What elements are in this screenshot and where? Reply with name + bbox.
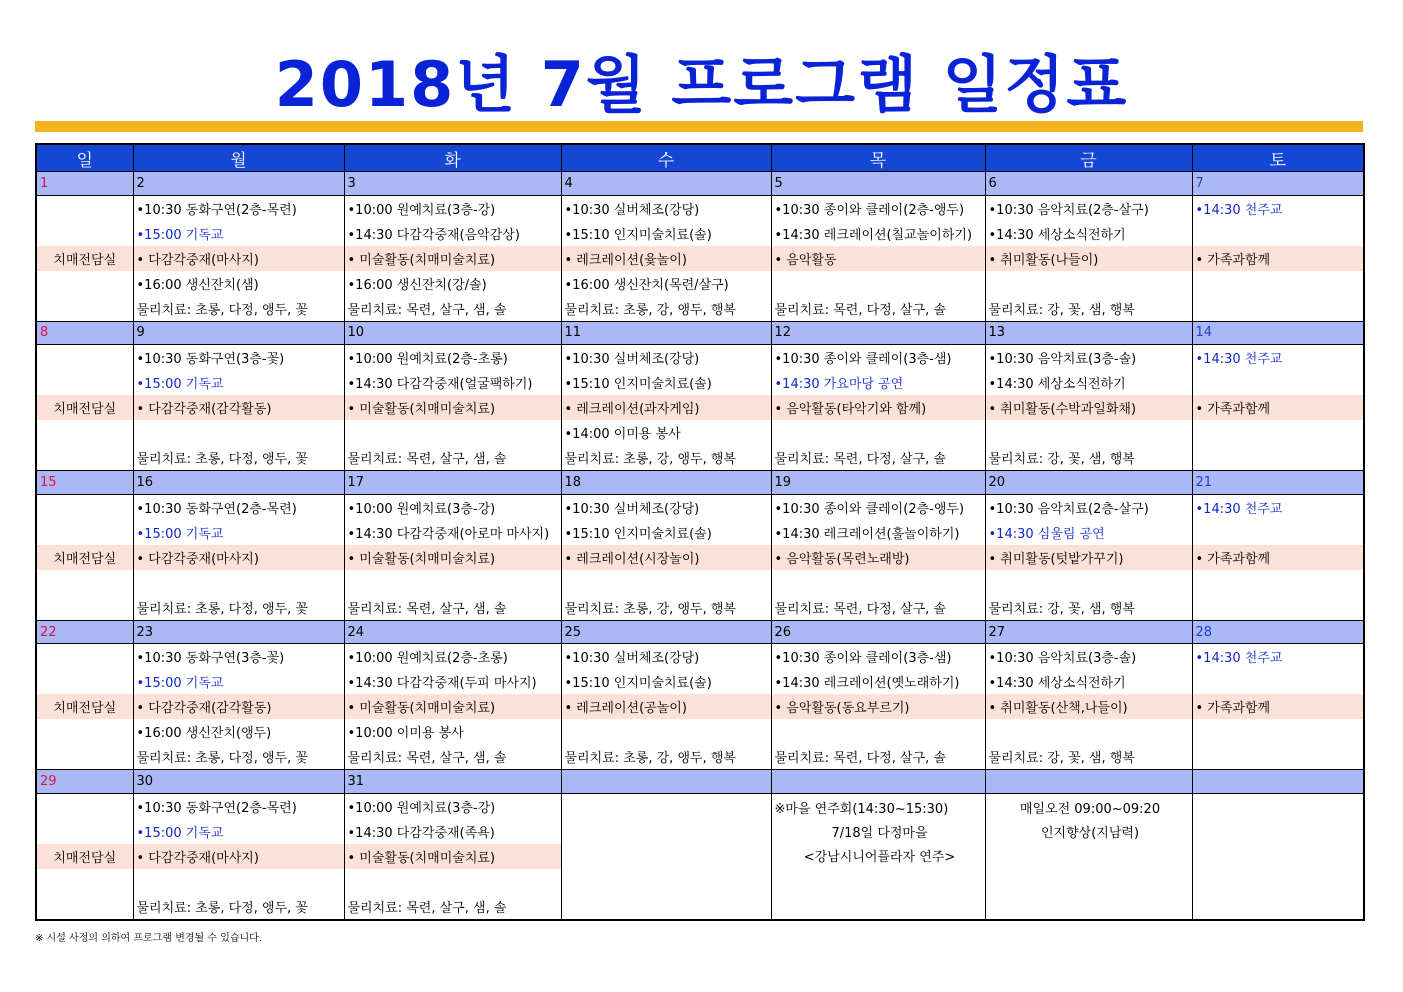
activity-cell: •15:10 인지미술치료(솔) bbox=[561, 221, 771, 246]
activity-row bbox=[36, 694, 1364, 719]
activity-row bbox=[36, 445, 1364, 470]
activity-cell: •10:30 음악치료(2층-살구) bbox=[985, 494, 1192, 519]
activity-cell bbox=[1192, 744, 1364, 769]
date-cell: 14 bbox=[1192, 321, 1364, 345]
side-label: 치매전담실 bbox=[36, 545, 133, 570]
sunday-cell bbox=[36, 744, 133, 769]
activity-cell bbox=[133, 869, 344, 894]
activity-cell: •16:00 생신잔치(샘) bbox=[133, 271, 344, 296]
activity-cell: • 가족과함께 bbox=[1192, 246, 1364, 271]
activity-cell: •14:30 레크레이션(옛노래하기) bbox=[771, 669, 985, 694]
activity-cell: •15:10 인지미술치료(솔) bbox=[561, 669, 771, 694]
date-cell: 29 bbox=[36, 770, 133, 794]
activity-cell: • 취미활동(나들이) bbox=[985, 246, 1192, 271]
day-header-thu: 목 bbox=[771, 144, 985, 172]
activity-cell bbox=[133, 420, 344, 445]
activity-cell: •10:30 동화구연(3층-꽃) bbox=[133, 644, 344, 669]
activity-cell bbox=[1192, 370, 1364, 395]
activity-cell: • 미술활동(치매미술치료) bbox=[344, 844, 561, 869]
date-cell: 4 bbox=[561, 172, 771, 196]
sunday-cell bbox=[36, 819, 133, 844]
day-header-sat: 토 bbox=[1192, 144, 1364, 172]
activity-cell: •10:00 원예치료(3층-강) bbox=[344, 494, 561, 519]
activity-cell: •14:30 레크레이션(칠교놀이하기) bbox=[771, 221, 985, 246]
date-cell: 16 bbox=[133, 471, 344, 495]
activity-cell: •15:00 기독교 bbox=[133, 819, 344, 844]
activity-cell: • 취미활동(수박과일화채) bbox=[985, 395, 1192, 420]
activity-cell bbox=[985, 420, 1192, 445]
activity-cell: • 다감각중재(마사지) bbox=[133, 246, 344, 271]
activity-cell: • 음악활동(타악기와 함께) bbox=[771, 395, 985, 420]
activity-cell: •14:30 천주교 bbox=[1192, 494, 1364, 519]
activity-row bbox=[36, 221, 1364, 246]
activity-cell: •10:30 동화구연(2층-목련) bbox=[133, 794, 344, 819]
activity-cell: •10:00 원예치료(2층-초롱) bbox=[344, 345, 561, 370]
activity-row bbox=[36, 370, 1364, 395]
date-cell: 10 bbox=[344, 321, 561, 345]
date-cell: 13 bbox=[985, 321, 1192, 345]
activity-cell: •14:30 천주교 bbox=[1192, 644, 1364, 669]
date-cell: 8 bbox=[36, 321, 133, 345]
activity-cell: •10:30 동화구연(2층-목련) bbox=[133, 494, 344, 519]
activity-cell: • 레크레이션(공놀이) bbox=[561, 694, 771, 719]
activity-cell: •10:30 음악치료(3층-솔) bbox=[985, 345, 1192, 370]
week-date-row bbox=[36, 620, 1364, 644]
activity-cell: •14:30 다감각중재(아로마 마사지) bbox=[344, 520, 561, 545]
date-cell: 26 bbox=[771, 620, 985, 644]
activity-cell: • 미술활동(치매미술치료) bbox=[344, 246, 561, 271]
activity-cell bbox=[771, 420, 985, 445]
activity-cell: • 다감각중재(마사지) bbox=[133, 844, 344, 869]
activity-cell: •14:30 다감각중재(두피 마사지) bbox=[344, 669, 561, 694]
activity-cell: •10:30 실버체조(강당) bbox=[561, 494, 771, 519]
activity-cell bbox=[985, 719, 1192, 744]
activity-cell bbox=[344, 420, 561, 445]
sunday-cell bbox=[36, 794, 133, 819]
activity-row bbox=[36, 296, 1364, 321]
activity-row bbox=[36, 744, 1364, 769]
activity-cell bbox=[1192, 296, 1364, 321]
activity-cell: 물리치료: 초롱, 강, 앵두, 행복 bbox=[561, 296, 771, 321]
activity-cell: • 음악활동(동요부르기) bbox=[771, 694, 985, 719]
activity-cell bbox=[985, 570, 1192, 595]
day-header-sun: 일 bbox=[36, 144, 133, 172]
activity-cell: • 미술활동(치매미술치료) bbox=[344, 395, 561, 420]
daily-note bbox=[985, 794, 1192, 920]
activity-cell: •15:00 기독교 bbox=[133, 370, 344, 395]
sunday-cell bbox=[36, 271, 133, 296]
concert-note-line: <강남시니어플라자 연주> bbox=[803, 850, 956, 866]
sunday-cell bbox=[36, 669, 133, 694]
date-cell: 17 bbox=[344, 471, 561, 495]
activity-row bbox=[36, 545, 1364, 570]
activity-cell: •14:30 세상소식전하기 bbox=[985, 370, 1192, 395]
date-cell: 7 bbox=[1192, 172, 1364, 196]
date-cell: 18 bbox=[561, 471, 771, 495]
page-title: 2018년 7월 프로그램 일정표 bbox=[274, 48, 1129, 121]
activity-row bbox=[36, 595, 1364, 620]
date-cell bbox=[771, 770, 985, 794]
activity-cell: 물리치료: 초롱, 다정, 앵두, 꽃 bbox=[133, 595, 344, 620]
activity-cell: •10:00 원예치료(3층-강) bbox=[344, 195, 561, 220]
activity-cell bbox=[1192, 719, 1364, 744]
activity-cell: •10:30 종이와 클레이(3층-샘) bbox=[771, 644, 985, 669]
date-cell: 1 bbox=[36, 172, 133, 196]
footnote: ※ 시설 사정의 의하여 프로그램 변경될 수 있습니다. bbox=[35, 933, 263, 944]
activity-cell bbox=[771, 570, 985, 595]
activity-cell: 물리치료: 목련, 다정, 살구, 솔 bbox=[771, 595, 985, 620]
activity-cell: 물리치료: 초롱, 다정, 앵두, 꽃 bbox=[133, 296, 344, 321]
activity-cell: •10:30 실버체조(강당) bbox=[561, 644, 771, 669]
date-cell bbox=[561, 770, 771, 794]
activity-cell: • 취미활동(산책,나들이) bbox=[985, 694, 1192, 719]
activity-cell: •10:00 원예치료(2층-초롱) bbox=[344, 644, 561, 669]
activity-row bbox=[36, 246, 1364, 271]
sunday-cell bbox=[36, 894, 133, 920]
date-cell: 5 bbox=[771, 172, 985, 196]
sunday-cell bbox=[36, 420, 133, 445]
sunday-cell bbox=[36, 719, 133, 744]
date-cell: 27 bbox=[985, 620, 1192, 644]
activity-cell: •10:30 동화구연(2층-목련) bbox=[133, 195, 344, 220]
activity-row bbox=[36, 395, 1364, 420]
daily-note-line: 인지향상(지남력) bbox=[1040, 826, 1140, 842]
activity-cell: •15:10 인지미술치료(솔) bbox=[561, 520, 771, 545]
day-header-mon: 월 bbox=[133, 144, 344, 172]
sunday-cell bbox=[36, 445, 133, 470]
activity-cell: •14:30 가요마당 공연 bbox=[771, 370, 985, 395]
day-header-wed: 수 bbox=[561, 144, 771, 172]
date-cell: 31 bbox=[344, 770, 561, 794]
empty-cell-sat bbox=[1192, 794, 1364, 920]
activity-cell: 물리치료: 초롱, 다정, 앵두, 꽃 bbox=[133, 894, 344, 920]
activity-cell: • 취미활동(텃밭가꾸기) bbox=[985, 545, 1192, 570]
date-cell: 25 bbox=[561, 620, 771, 644]
activity-cell: 물리치료: 목련, 살구, 샘, 솔 bbox=[344, 595, 561, 620]
side-label: 치매전담실 bbox=[36, 246, 133, 271]
date-cell: 20 bbox=[985, 471, 1192, 495]
date-cell: 28 bbox=[1192, 620, 1364, 644]
date-cell: 30 bbox=[133, 770, 344, 794]
date-cell: 15 bbox=[36, 471, 133, 495]
activity-cell bbox=[133, 570, 344, 595]
activity-cell: 물리치료: 목련, 살구, 샘, 솔 bbox=[344, 445, 561, 470]
sunday-cell bbox=[36, 221, 133, 246]
activity-cell: •14:30 레크레이션(훌놀이하기) bbox=[771, 520, 985, 545]
empty-cell-wed bbox=[561, 794, 771, 920]
activity-cell: •15:00 기독교 bbox=[133, 221, 344, 246]
week-date-row bbox=[36, 172, 1364, 196]
activity-cell bbox=[1192, 445, 1364, 470]
date-cell: 2 bbox=[133, 172, 344, 196]
date-cell: 6 bbox=[985, 172, 1192, 196]
activity-row bbox=[36, 420, 1364, 445]
weekday-header-row bbox=[36, 144, 1364, 172]
date-cell: 19 bbox=[771, 471, 985, 495]
day-header-fri: 금 bbox=[985, 144, 1192, 172]
activity-row bbox=[36, 570, 1364, 595]
date-cell: 21 bbox=[1192, 471, 1364, 495]
sunday-cell bbox=[36, 494, 133, 519]
activity-cell: •10:30 실버체조(강당) bbox=[561, 195, 771, 220]
date-cell: 9 bbox=[133, 321, 344, 345]
sunday-cell bbox=[36, 345, 133, 370]
activity-cell: 물리치료: 강, 꽃, 샘, 행복 bbox=[985, 296, 1192, 321]
activity-cell bbox=[1192, 271, 1364, 296]
activity-row bbox=[36, 794, 1364, 819]
date-cell bbox=[1192, 770, 1364, 794]
date-cell: 23 bbox=[133, 620, 344, 644]
activity-cell: •14:00 이미용 봉사 bbox=[561, 420, 771, 445]
activity-row bbox=[36, 494, 1364, 519]
activity-row bbox=[36, 271, 1364, 296]
activity-cell: •16:00 생신잔치(강/솔) bbox=[344, 271, 561, 296]
activity-row bbox=[36, 520, 1364, 545]
activity-cell bbox=[771, 271, 985, 296]
activity-cell: 물리치료: 강, 꽃, 샘, 행복 bbox=[985, 595, 1192, 620]
activity-cell: •16:00 생신잔치(목련/살구) bbox=[561, 271, 771, 296]
sunday-cell bbox=[36, 570, 133, 595]
activity-cell: • 레크레이션(시장놀이) bbox=[561, 545, 771, 570]
sunday-cell bbox=[36, 644, 133, 669]
activity-cell bbox=[1192, 570, 1364, 595]
activity-cell: • 음악활동 bbox=[771, 246, 985, 271]
date-cell: 12 bbox=[771, 321, 985, 345]
date-cell: 22 bbox=[36, 620, 133, 644]
activity-cell: 물리치료: 강, 꽃, 샘, 행복 bbox=[985, 744, 1192, 769]
activity-cell: • 레크레이션(과자게임) bbox=[561, 395, 771, 420]
sunday-cell bbox=[36, 195, 133, 220]
week-date-row bbox=[36, 471, 1364, 495]
activity-cell: • 다감각중재(감각활동) bbox=[133, 694, 344, 719]
activity-cell: •10:30 실버체조(강당) bbox=[561, 345, 771, 370]
activity-cell: •14:30 세상소식전하기 bbox=[985, 669, 1192, 694]
schedule-table bbox=[35, 143, 1365, 921]
week-date-row bbox=[36, 321, 1364, 345]
sunday-cell bbox=[36, 595, 133, 620]
activity-cell bbox=[344, 570, 561, 595]
activity-cell: •14:30 다감각중재(족욕) bbox=[344, 819, 561, 844]
activity-cell: •10:00 원예치료(3층-강) bbox=[344, 794, 561, 819]
activity-cell: • 가족과함께 bbox=[1192, 395, 1364, 420]
activity-cell bbox=[561, 719, 771, 744]
activity-cell: •10:00 이미용 봉사 bbox=[344, 719, 561, 744]
date-cell: 3 bbox=[344, 172, 561, 196]
activity-cell: 물리치료: 초롱, 강, 앵두, 행복 bbox=[561, 595, 771, 620]
activity-cell bbox=[561, 570, 771, 595]
activity-cell bbox=[1192, 520, 1364, 545]
activity-cell: •10:30 종이와 클레이(2층-앵두) bbox=[771, 195, 985, 220]
activity-cell: •10:30 종이와 클레이(2층-앵두) bbox=[771, 494, 985, 519]
concert-note bbox=[771, 794, 985, 920]
activity-cell: 물리치료: 목련, 살구, 샘, 솔 bbox=[344, 744, 561, 769]
activity-cell: •14:30 천주교 bbox=[1192, 195, 1364, 220]
activity-cell bbox=[1192, 420, 1364, 445]
activity-cell: • 레크레이션(윷놀이) bbox=[561, 246, 771, 271]
activity-cell: • 다감각중재(감각활동) bbox=[133, 395, 344, 420]
day-header-tue: 화 bbox=[344, 144, 561, 172]
activity-row bbox=[36, 644, 1364, 669]
activity-cell bbox=[771, 719, 985, 744]
sunday-cell bbox=[36, 520, 133, 545]
side-label: 치매전담실 bbox=[36, 395, 133, 420]
activity-cell: •10:30 음악치료(3층-솔) bbox=[985, 644, 1192, 669]
date-cell: 24 bbox=[344, 620, 561, 644]
title-underline-bar bbox=[35, 121, 1363, 132]
date-cell bbox=[985, 770, 1192, 794]
activity-cell: •15:00 기독교 bbox=[133, 520, 344, 545]
activity-cell: 물리치료: 초롱, 다정, 앵두, 꽃 bbox=[133, 744, 344, 769]
activity-row bbox=[36, 669, 1364, 694]
activity-cell: • 미술활동(치매미술치료) bbox=[344, 545, 561, 570]
activity-cell: 물리치료: 강, 꽃, 샘, 행복 bbox=[985, 445, 1192, 470]
activity-cell: •10:30 음악치료(2층-살구) bbox=[985, 195, 1192, 220]
activity-cell: 물리치료: 초롱, 강, 앵두, 행복 bbox=[561, 445, 771, 470]
daily-note-line: 매일오전 09:00~09:20 bbox=[1019, 802, 1161, 818]
concert-note-line: ※마을 연주회(14:30~15:30) bbox=[774, 802, 949, 818]
activity-cell: •14:30 천주교 bbox=[1192, 345, 1364, 370]
activity-cell: • 가족과함께 bbox=[1192, 545, 1364, 570]
activity-cell: •15:00 기독교 bbox=[133, 669, 344, 694]
side-label: 치매전담실 bbox=[36, 844, 133, 869]
activity-cell: • 음악활동(목련노래방) bbox=[771, 545, 985, 570]
activity-cell: • 미술활동(치매미술치료) bbox=[344, 694, 561, 719]
activity-cell bbox=[1192, 669, 1364, 694]
activity-cell: 물리치료: 목련, 살구, 샘, 솔 bbox=[344, 894, 561, 920]
activity-cell bbox=[1192, 221, 1364, 246]
activity-row bbox=[36, 345, 1364, 370]
activity-cell: 물리치료: 목련, 다정, 살구, 솔 bbox=[771, 744, 985, 769]
activity-cell bbox=[985, 271, 1192, 296]
activity-cell: •14:30 세상소식전하기 bbox=[985, 221, 1192, 246]
activity-cell: •16:00 생신잔치(앵두) bbox=[133, 719, 344, 744]
activity-cell: •10:30 동화구연(3층-꽃) bbox=[133, 345, 344, 370]
activity-cell: 물리치료: 목련, 살구, 샘, 솔 bbox=[344, 296, 561, 321]
activity-cell bbox=[1192, 595, 1364, 620]
week-date-row bbox=[36, 770, 1364, 794]
sunday-cell bbox=[36, 869, 133, 894]
activity-cell: •14:30 다감각중재(음악감상) bbox=[344, 221, 561, 246]
activity-cell: •15:10 인지미술치료(솔) bbox=[561, 370, 771, 395]
activity-cell: 물리치료: 목련, 다정, 살구, 솔 bbox=[771, 296, 985, 321]
activity-cell bbox=[344, 869, 561, 894]
activity-cell: •10:30 종이와 클레이(3층-샘) bbox=[771, 345, 985, 370]
activity-cell: 물리치료: 초롱, 다정, 앵두, 꽃 bbox=[133, 445, 344, 470]
activity-row bbox=[36, 719, 1364, 744]
date-cell: 11 bbox=[561, 321, 771, 345]
activity-cell: 물리치료: 목련, 다정, 살구, 솔 bbox=[771, 445, 985, 470]
side-label: 치매전담실 bbox=[36, 694, 133, 719]
sunday-cell bbox=[36, 370, 133, 395]
activity-cell: •14:30 다감각중재(얼굴팩하기) bbox=[344, 370, 561, 395]
activity-cell: 물리치료: 초롱, 강, 앵두, 행복 bbox=[561, 744, 771, 769]
activity-row bbox=[36, 195, 1364, 220]
activity-cell: •14:30 심울림 공연 bbox=[985, 520, 1192, 545]
concert-note-line: 7/18일 다정마을 bbox=[831, 826, 928, 842]
sunday-cell bbox=[36, 296, 133, 321]
activity-cell: • 다감각중재(마사지) bbox=[133, 545, 344, 570]
activity-cell: • 가족과함께 bbox=[1192, 694, 1364, 719]
